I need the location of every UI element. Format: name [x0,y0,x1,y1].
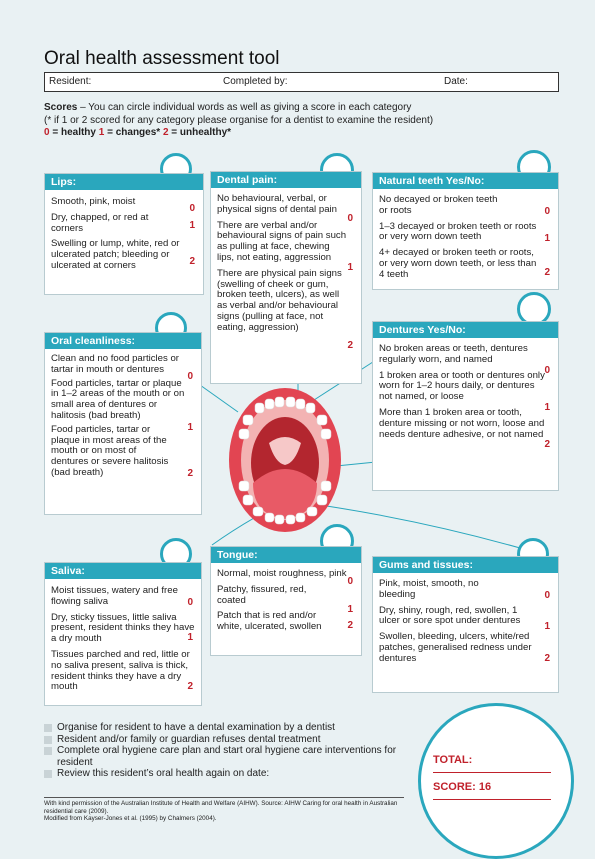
footnote [44,797,404,823]
oral-cleanliness-section [44,332,202,515]
oral-cleanliness-row-1[interactable]: Food particles, tartar or plaque in 1–2 areas of the mouth or on small area of dentures or halitosis (bad breath) 1 [51,377,193,433]
tongue-row-1[interactable]: Patchy, fissured, red, coated 1 [217,583,353,615]
completed-by-label[interactable]: Completed by: [223,76,288,87]
footnote-line1: With kind permission of the Australian Institute of Health and Welfare (AIHW). Source: AIHW Caring for oral health in Australian residential care (2009). [44,800,398,815]
tongue-row-0[interactable]: Normal, moist roughness, pink 0 [217,568,353,587]
checklist-item[interactable]: Review this resident’s oral health again on date: [44,768,404,780]
oral-cleanliness-row-0[interactable]: Clean and no food particles or tartar in mouth or dentures 0 [51,353,193,382]
gums-row-0[interactable]: Pink, moist, smooth, no bleeding 0 [379,578,550,601]
dentures-row-2[interactable]: More than 1 broken area or tooth, denture missing or not worn, loose and needs denture adhesive, or not named 2 [379,406,550,450]
dental-pain-row-2[interactable]: There are physical pain signs (swelling of cheek or gum, broken teeth, ulcers), as well as verbal and/or behavioural signs (pulling at face, not eating, aggression) 2 [217,267,353,351]
dental-pain-section [210,171,362,384]
gums-row-2[interactable]: Swollen, bleeding, ulcers, white/red patches, generalised redness under dentures 2 [379,631,550,665]
mouth-illustration [225,385,345,535]
tongue-row-2[interactable]: Patch that is red and/or white, ulcerated, swollen 2 [217,610,353,633]
score-2: 2 [162,127,169,138]
natural-teeth-row-1[interactable]: 1–3 decayed or broken teeth or roots or very worn down teeth 1 [379,220,550,244]
saliva-row-0[interactable]: Moist tissues, watery and free flowing saliva 0 [51,585,193,608]
score-2-label: = unhealthy* [168,127,232,138]
lips-header: Lips: [45,174,203,190]
checklist-item[interactable]: Organise for resident to have a dental examination by a dentist [44,722,404,734]
lips-row-2[interactable]: Swelling or lump, white, red or ulcerated patch; bleeding or ulcerated at corners 2 [51,238,195,271]
checkbox[interactable] [44,747,52,755]
scores-lead: Scores [44,102,78,113]
total-label: TOTAL: [433,754,473,766]
dental-pain-header: Dental pain: [211,172,361,188]
lips-row-0[interactable]: Smooth, pink, moist 0 [51,196,195,214]
natural-teeth-header: Natural teeth Yes/No: [373,173,558,189]
checkbox[interactable] [44,724,52,732]
dentures-row-0[interactable]: No broken areas or teeth, dentures regularly worn, and named 0 [379,343,550,376]
natural-teeth-row-2[interactable]: 4+ decayed or broken teeth or roots, or very worn down teeth, or less than 4 teeth 2 [379,247,550,280]
checklist-item[interactable]: Resident and/or family or guardian refuses dental treatment [44,734,404,746]
dentures-section [372,321,559,491]
page-title: Oral health assessment tool [44,48,280,69]
gums-section [372,556,559,693]
saliva-row-1[interactable]: Dry, sticky tissues, little saliva present, resident thinks they have a dry mouth 1 [51,611,195,645]
lips-row-1[interactable]: Dry, chapped, or red at corners 1 [51,211,195,234]
score-divider [433,799,551,800]
oral-cleanliness-header: Oral cleanliness: [45,333,201,349]
natural-teeth-row-0[interactable]: No decayed or broken teeth or roots 0 [379,194,550,217]
dental-pain-row-1[interactable]: There are verbal and/or behavioural signs of pain such as pulling at face, chewing lips, not eating, aggression 1 [217,219,353,273]
score-1: 1 [98,127,105,138]
checkbox[interactable] [44,736,52,744]
scores-line1: – You can circle individual words as well as giving a score in each category [77,102,412,113]
resident-label[interactable]: Resident: [49,76,92,87]
gums-row-1[interactable]: Dry, shiny, rough, red, swollen, 1 ulcer or sore spot under dentures 1 [379,604,550,632]
gums-header: Gums and tissues: [373,557,558,573]
checkbox[interactable] [44,770,52,778]
scores-line2: (* if 1 or 2 scored for any category please organise for a dentist to examine the resident) [44,114,434,126]
saliva-row-2[interactable]: Tissues parched and red, little or no saliva present, saliva is thick, resident thinks they have a dry mouth 2 [51,648,193,693]
date-label[interactable]: Date: [444,76,468,87]
footnote-line2: Modified from Kayser-Jones et al. (1995) by Chalmers (2004). [44,815,217,822]
total-score-circle [418,703,574,859]
score-label[interactable]: SCORE: 16 [433,781,492,793]
dentures-header: Dentures Yes/No: [373,322,558,338]
score-1-label: = changes* [104,127,163,138]
tongue-header: Tongue: [211,547,361,563]
score-0: 0 [44,127,50,138]
dental-pain-row-0[interactable]: No behavioural, verbal, or physical signs of dental pain 0 [217,193,353,224]
score-0-label: = healthy [49,127,99,138]
natural-teeth-section [372,172,559,290]
saliva-header: Saliva: [45,563,201,579]
oral-cleanliness-row-2[interactable]: Food particles, tartar or plaque in most areas of the mouth or on most of dentures or severe halitosis (bad breath) 2 [51,423,193,479]
total-divider [433,772,551,773]
saliva-section [44,562,202,706]
tongue-section [210,546,362,656]
checklist-item[interactable]: Complete oral hygiene care plan and start oral hygiene care interventions for resident [44,745,404,768]
dentures-row-1[interactable]: 1 broken area or tooth or dentures only worn for 1–2 hours daily, or dentures not named, or loose 1 [379,369,550,413]
action-checklist [44,722,404,780]
lips-section [44,173,204,295]
